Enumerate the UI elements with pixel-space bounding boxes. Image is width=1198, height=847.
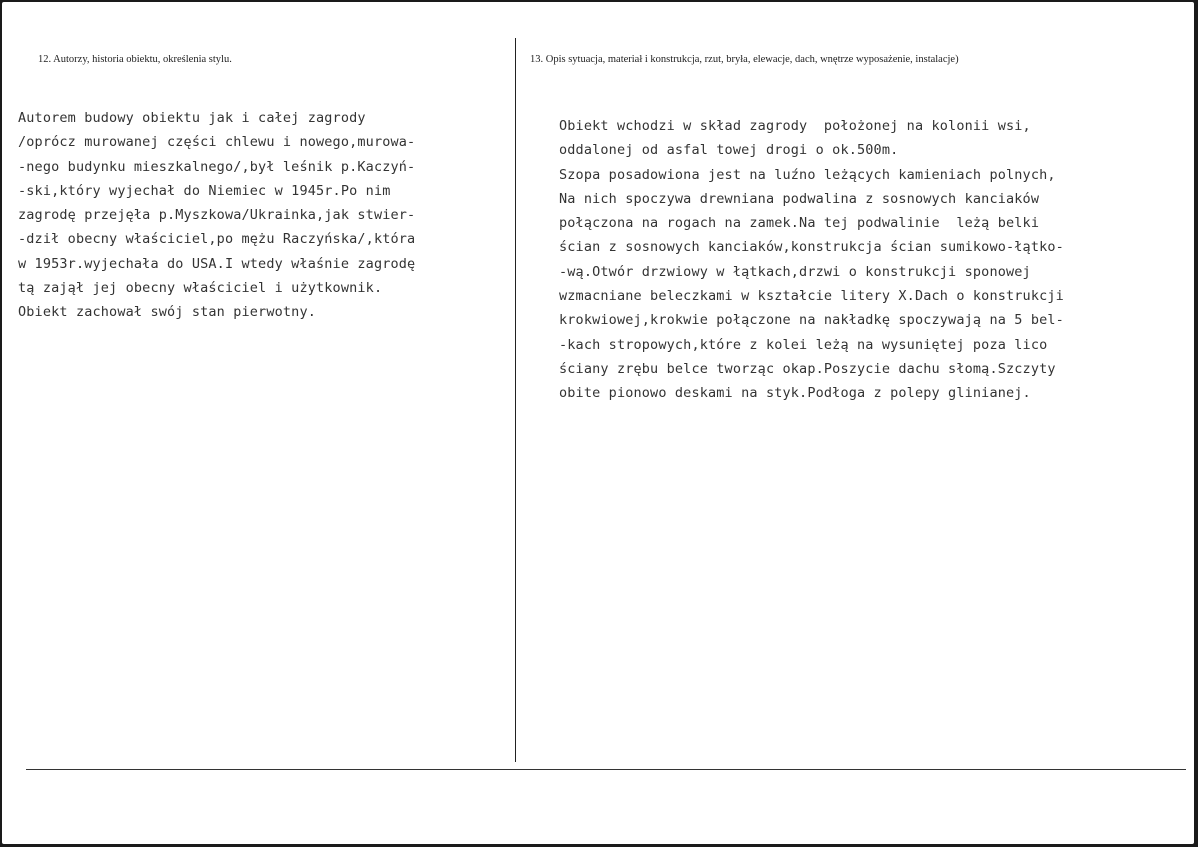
text-line: oddalonej od asfal towej drogi o ok.500m. — [559, 142, 899, 159]
text-line: -ski,który wyjechał do Niemiec w 1945r.Po nim — [18, 182, 391, 199]
text-line: wzmacniane beleczkami w kształcie litery X.Dach o konstrukcji — [559, 288, 1064, 305]
text-line: ścian z sosnowych kanciaków,konstrukcja ścian sumikowo-łątko- — [559, 239, 1064, 256]
text-line: tą zajął jej obecny właściciel i użytkownik. — [18, 280, 383, 297]
text-line: połączona na rogach na zamek.Na tej podwalinie leżą belki — [559, 215, 1040, 232]
text-line: krokwiowej,krokwie połączone na nakładkę spoczywają na 5 bel- — [559, 312, 1064, 329]
text-line: Obiekt zachował swój stan pierwotny. — [18, 304, 316, 321]
document-sheet — [2, 2, 1194, 844]
section-12-heading: 12. Autorzy, historia obiektu, określenia stylu. — [38, 54, 232, 65]
text-line: obite pionowo deskami na styk.Podłoga z polepy glinianej. — [559, 385, 1031, 402]
text-line: -wą.Otwór drzwiowy w łątkach,drzwi o konstrukcji sponowej — [559, 263, 1031, 280]
text-line: ściany zrębu belce tworząc okap.Poszycie dachu słomą.Szczyty — [559, 360, 1056, 377]
text-line: Szopa posadowiona jest na luźno leżących kamieniach polnych, — [559, 166, 1056, 183]
text-line: -nego budynku mieszkalnego/,był leśnik p.Kaczyń- — [18, 158, 416, 175]
text-line: -dził obecny właściciel,po mężu Raczyńska/,która — [18, 231, 416, 248]
text-line: zagrodę przejęła p.Myszkowa/Ukrainka,jak stwier- — [18, 207, 416, 224]
column-divider — [515, 38, 516, 762]
text-line: Autorem budowy obiektu jak i całej zagrody — [18, 110, 366, 126]
text-line: Na nich spoczywa drewniana podwalina z sosnowych kanciaków — [559, 190, 1040, 207]
text-line: /oprócz murowanej części chlewu i nowego,murowa- — [18, 134, 416, 151]
section-12-text — [18, 106, 415, 325]
text-line: Obiekt wchodzi w skład zagrody położonej na kolonii wsi, — [559, 118, 1031, 134]
section-13-text — [559, 114, 1064, 406]
text-line: -kach stropowych,które z kolei leżą na wysuniętej poza lico — [559, 336, 1048, 353]
bottom-rule — [26, 769, 1186, 770]
section-13-heading: 13. Opis sytuacja, materiał i konstrukcja, rzut, bryła, elewacje, dach, wnętrze wyposażenie, instalacje) — [530, 54, 959, 65]
text-line: w 1953r.wyjechała do USA.I wtedy właśnie zagrodę — [18, 255, 416, 272]
